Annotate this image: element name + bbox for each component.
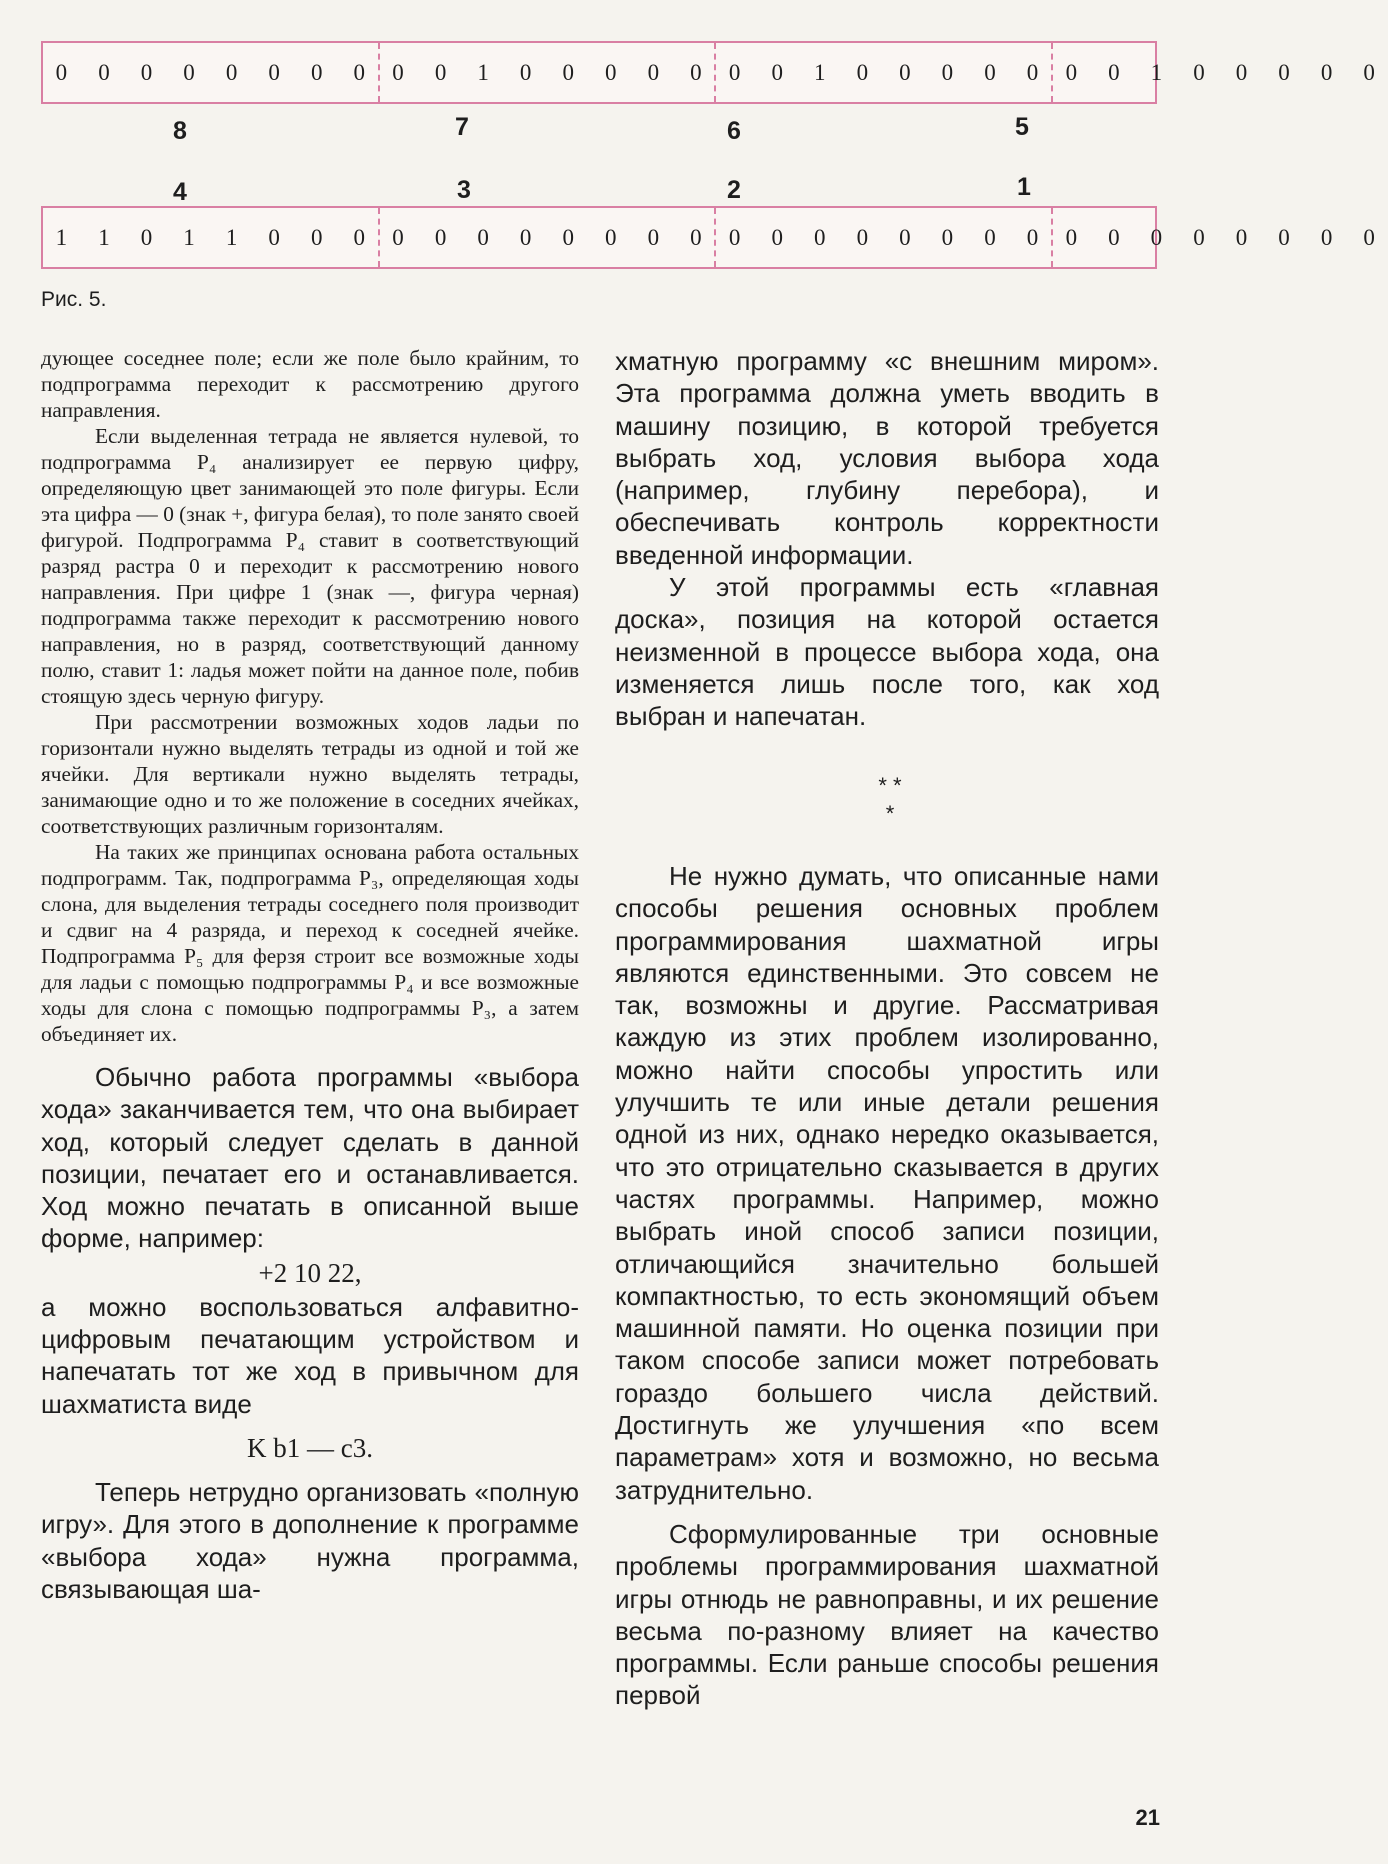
cell-number: 7: [455, 113, 469, 141]
cell-number: 8: [173, 117, 187, 145]
register-cell: 0 0 0 0 0 0 0 0: [714, 208, 1051, 267]
move-notation-numeric: +2 10 22,: [258, 1257, 362, 1288]
register-top: [41, 41, 1388, 104]
divider-stars: * *: [878, 773, 902, 798]
register-cell: 1 1 0 1 1 0 0 0: [55, 224, 378, 250]
paragraph: дующее соседнее поле; если же поле было крайним, то подпрограмма переходит к рассмотрению другого направления.: [41, 346, 579, 422]
register-cell: 0 0 1 0 0 0 0 0: [378, 43, 715, 102]
paragraph: а можно воспользоваться алфавитно-цифровым печатающим устройством и напечатать тот же ход в привычном для шахматиста виде: [41, 1291, 579, 1419]
move-notation-algebraic: K b1 — c3.: [247, 1432, 373, 1463]
cell-number: 3: [457, 176, 471, 204]
paragraph: Сформулированные три основные проблемы программирования шахматной игры отнюдь не равноправны, и их решение весьма по-разному влияет на качество программы. Если раньше способы решения первой: [615, 1518, 1159, 1711]
cell-number: 2: [727, 176, 741, 204]
paragraph: На таких же принципах основана работа остальных подпрограмм. Так, подпрограмма P₃, определяющая ходы слона, для выделения тетрады соседнего поля производит и сдвиг на 4 разряда, и переход к соседней ячейке. Подпрограмма P₅ для ферзя строит все возможные ходы для ладьи с помощью подпрограммы P₄ и все возможные ходы для слона с помощью подпрограммы P₃, а затем объединяет их.: [41, 840, 579, 1046]
paragraph: хматную программу «с внешним миром». Эта программа должна уметь вводить в машину позицию, в которой требуется выбрать ход, условия выбора хода (например, глубину перебора), и обеспечивать контроль корректности введенной информации.: [615, 346, 1159, 570]
register-cell: 0 0 1 0 0 0 0 0: [714, 43, 1051, 102]
left-column: [41, 345, 579, 1605]
paragraph: Обычно работа программы «выбора хода» заканчивается тем, что она выбирает ход, который следует сделать в данной позиции, печатает его и останавливается. Ход можно печатать в описанной выше форме, например:: [41, 1062, 579, 1254]
cell-number: 4: [173, 178, 187, 206]
register-cell: 0 0 0 0 0 0 0 0: [1051, 208, 1388, 267]
register-cell: 0 0 0 0 0 0 0 0: [378, 208, 715, 267]
paragraph: При рассмотрении возможных ходов ладьи по горизонтали нужно выделять тетрады из одной и той же ячейки. Для вертикали нужно выделять тетрады, занимающие одно и то же положение в соседних ячейках, соответствующих различным горизонталям.: [41, 710, 579, 838]
right-column-top: [615, 345, 1159, 733]
cell-number: 5: [1015, 113, 1029, 141]
figure-caption: Рис. 5.: [41, 288, 107, 311]
right-column-bottom: [615, 860, 1159, 1712]
cell-number: 1: [1017, 173, 1031, 201]
paragraph: Не нужно думать, что описанные нами способы решения основных проблем программирования шахматной игры являются единственными. Это совсем не так, возможны и другие. Рассматривая каждую из этих проблем изолированно, можно найти способы упростить или улучшить те или иные детали решения одной из них, однако нередко оказывается, что это отрицательно сказывается в других частях программы. Например, можно выбрать иной способ записи позиции, отличающийся значительно большей компактностью, то есть экономящий объем машинной памяти. Но оценка позиции при таком способе записи может потребовать гораздо большего числа действий. Достигнуть же улучшения «по всем параметрам» хотя и возможно, но весьма затруднительно.: [615, 861, 1159, 1505]
paragraph: У этой программы есть «главная доска», позиция на которой остается неизменной в процессе выбора хода, она изменяется лишь после того, как ход выбран и напечатан.: [615, 572, 1159, 732]
page-number: 21: [1135, 1805, 1160, 1830]
paragraph: Если выделенная тетрада не является нулевой, то подпрограмма P₄ анализирует ее первую цифру, определяющую цвет занимающей это поле фигуры. Если эта цифра — 0 (знак +, фигура белая), то поле занято своей фигурой. Подпрограмма P₄ ставит в соответствующий разряд растра 0 и переходит к рассмотрению нового направления. При цифре 1 (знак —, фигура черная) подпрограмма также переходит к рассмотрению нового направления, но в разряд, соответствующий данному полю, ставит 1: ладья может пойти на данное поле, побив стоящую здесь черную фигуру.: [41, 424, 579, 708]
divider-star: *: [885, 801, 895, 826]
register-cell: 0 0 1 0 0 0 0 0: [1051, 43, 1388, 102]
cell-number: 6: [727, 117, 741, 145]
paragraph: Теперь нетрудно организовать «полную игру». Для этого в дополнение к программе «выбора хода» нужна программа, связывающая ша-: [41, 1476, 579, 1604]
register-bottom: [41, 206, 1388, 269]
register-cell: 0 0 0 0 0 0 0 0: [55, 59, 378, 85]
section-divider: [860, 772, 920, 828]
